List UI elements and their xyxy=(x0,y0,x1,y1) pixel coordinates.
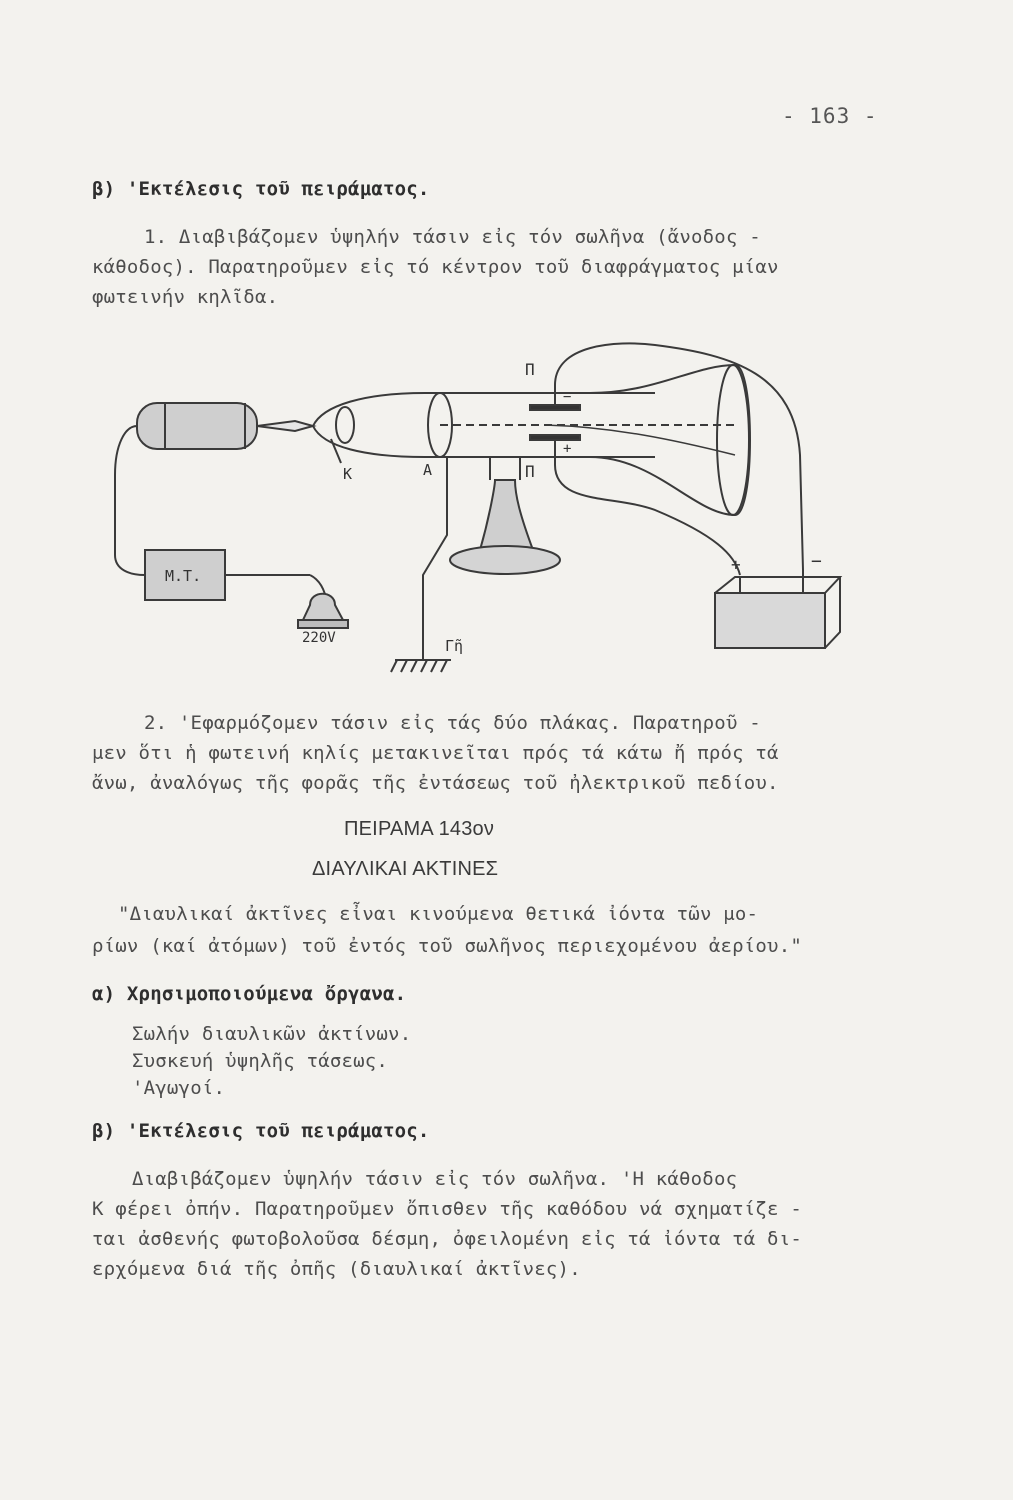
plate-bottom-label: Π xyxy=(525,462,535,481)
section-heading-execution-2: β) 'Εκτέλεσις τοῦ πειράματος. xyxy=(92,1120,430,1142)
cathode-label: K xyxy=(343,465,353,483)
deflection-plate-top xyxy=(530,405,580,410)
section-heading-execution: β) 'Εκτέλεσις τοῦ πειράματος. xyxy=(92,178,430,200)
deflection-plate-bottom xyxy=(530,435,580,440)
definition-quote-line: "Διαυλικαί ἀκτῖνες εἶναι κινούμενα θετικά ἰόντα τῶν μο- xyxy=(118,903,759,925)
coil-icon xyxy=(137,403,257,449)
transformer-label: M.T. xyxy=(165,567,202,585)
supply-voltage-label: 220V xyxy=(302,630,336,646)
cathode-icon xyxy=(336,407,354,443)
paragraph-line: κάθοδος). Παρατηροῦμεν εἰς τό κέντρον τοῦ διαφράγματος μίαν xyxy=(92,256,779,278)
paragraph-line: φωτεινήν κηλῖδα. xyxy=(92,286,279,308)
paragraph-line: μεν ὅτι ἡ φωτεινή κηλίς μετακινεῖται πρός τά κάτω ἤ πρός τά xyxy=(92,742,779,764)
paragraph-line: ἄνω, ἀναλόγως τῆς φορᾶς τῆς ἐντάσεως τοῦ ἠλεκτρικοῦ πεδίου. xyxy=(92,772,779,794)
paragraph-line: ται ἀσθενής φωτοβολοῦσα δέσμη, ὀφειλομένη εἰς τά ἰόντα τά δι- xyxy=(92,1228,802,1250)
instrument-item: Σωλήν διαυλικῶν ἀκτίνων. xyxy=(132,1023,412,1045)
definition-quote-line: ρίων (καί ἀτόμων) τοῦ ἐντός τοῦ σωλῆνος περιεχομένου ἀερίου." xyxy=(92,935,802,957)
section-heading-instruments: α) Χρησιμοποιούμενα ὄργανα. xyxy=(92,983,407,1005)
paragraph-line: K φέρει ὀπήν. Παρατηροῦμεν ὄπισθεν τῆς καθόδου νά σχηματίζε - xyxy=(92,1198,802,1220)
paragraph-line: 1. Διαβιβάζομεν ὑψηλήν τάσιν εἰς τόν σωλῆνα (ἄνοδος - xyxy=(144,226,761,248)
plate-plus-label: + xyxy=(563,441,572,457)
paragraph-line: Διαβιβάζομεν ὑψηλήν τάσιν εἰς τόν σωλῆνα. 'Η κάθοδος xyxy=(132,1168,738,1190)
anode-label: A xyxy=(423,461,433,479)
battery-minus-label: − xyxy=(811,551,822,572)
plate-top-label: Π xyxy=(525,360,535,379)
plug-icon xyxy=(303,594,343,620)
plate-minus-label: − xyxy=(563,389,572,405)
cathode-ray-tube-diagram xyxy=(95,335,855,725)
experiment-title: ΠΕΙΡΑΜΑ 143ον xyxy=(344,818,495,840)
paragraph-line: ερχόμενα διά τῆς ὀπῆς (διαυλικαί ἀκτῖνες). xyxy=(92,1258,581,1280)
stand-icon xyxy=(480,480,533,550)
ground-label: Γῆ xyxy=(445,637,464,655)
paragraph-line: 2. 'Εφαρμόζομεν τάσιν εἰς τάς δύο πλάκας. Παρατηροῦ - xyxy=(144,712,761,734)
instrument-item: 'Αγωγοί. xyxy=(132,1077,226,1099)
battery-icon xyxy=(715,593,825,648)
battery-plus-label: + xyxy=(731,555,741,574)
experiment-subtitle: ΔΙΑΥΛΙΚΑΙ ΑΚΤΙΝΕΣ xyxy=(312,858,499,880)
instrument-item: Συσκευή ὑψηλῆς τάσεως. xyxy=(132,1050,389,1072)
page-number: - 163 - xyxy=(782,104,878,128)
screen-icon xyxy=(717,365,749,515)
